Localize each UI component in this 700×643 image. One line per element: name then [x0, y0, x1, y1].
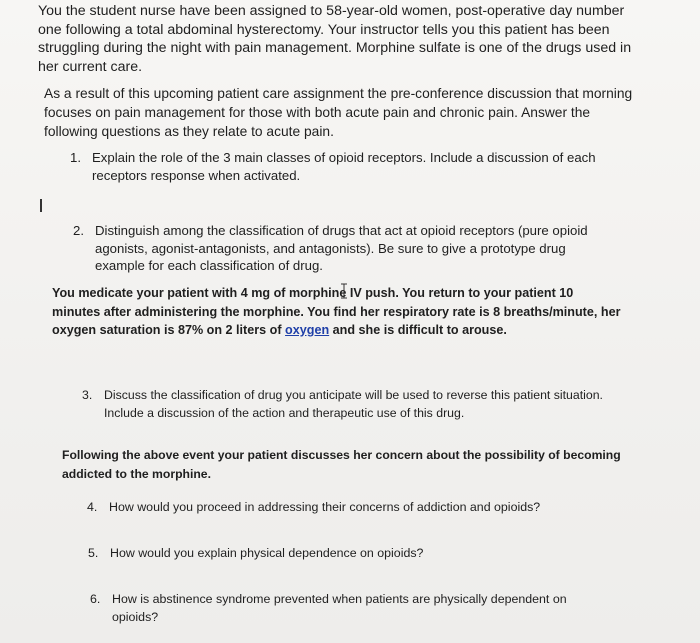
text-cursor — [40, 199, 42, 212]
oxygen-link[interactable]: oxygen — [285, 323, 330, 337]
followup-paragraph: Following the above event your patient discusses her concern about the possibility of becoming addicted to the morphine. — [62, 448, 621, 481]
question-text: How would you proceed in addressing their concerns of addiction and opioids? — [109, 500, 541, 514]
context-paragraph: As a result of this upcoming patient care assignment the pre-conference discussion that morning focuses on pain management for those with both acute pain and chronic pain. Answer the following questions as they relate to acute pain. — [44, 86, 633, 139]
question-number: 2. — [73, 223, 84, 238]
question-text: Discuss the classification of drug you anticipate will be used to reverse this patient situation. Include a discussion of the action and therapeutic use of this drug. — [104, 388, 603, 420]
question-text: How is abstinence syndrome prevented when patients are physically dependent on opioids? — [112, 592, 567, 624]
scenario-text: You medicate your patient with 4 mg of morphine IV push. You return to your patient 10 minutes after administering the morphine. You find her respiratory rate is 8 breaths/minute, her oxygen saturation is 87% on 2 liters of — [52, 286, 621, 337]
scenario-paragraph — [52, 284, 622, 340]
question-number: 6. — [90, 592, 101, 606]
question-text: Explain the role of the 3 main classes of opioid receptors. Include a discussion of each receptors response when activated. — [92, 150, 596, 183]
question-number: 3. — [82, 388, 93, 402]
question-number: 1. — [70, 150, 81, 165]
question-text: Distinguish among the classification of drugs that act at opioid receptors (pure opioid agonists, agonist-antagonists, and antagonists). Be sure to give a prototype drug example for each classification of drug. — [95, 223, 588, 273]
scenario-text-end: and she is difficult to arouse. — [329, 323, 507, 337]
question-number: 4. — [87, 500, 98, 514]
question-number: 5. — [88, 546, 99, 560]
question-text: How would you explain physical dependence on opioids? — [110, 546, 424, 560]
ibeam-cursor-icon — [340, 283, 348, 299]
intro-paragraph: You the student nurse have been assigned to 58-year-old women, post-operative day number one following a total abdominal hysterectomy. Your instructor tells you this patient has been struggling during the night with pain management. Morphine sulfate is one of the drugs used in her current care. — [38, 3, 632, 75]
